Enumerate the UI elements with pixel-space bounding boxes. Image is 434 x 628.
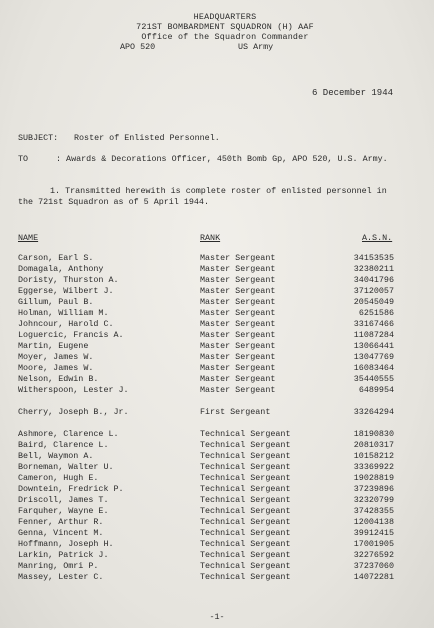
table-row bbox=[0, 484, 434, 495]
row-rank: Technical Sergeant bbox=[200, 528, 291, 538]
to-text: : Awards & Decorations Officer, 450th Bomb Gp, APO 520, U.S. Army. bbox=[56, 154, 388, 164]
row-rank: First Sergeant bbox=[200, 407, 271, 417]
row-rank: Technical Sergeant bbox=[200, 429, 291, 439]
row-rank: Master Sergeant bbox=[200, 286, 276, 296]
row-name: Loguercic, Francis A. bbox=[18, 330, 124, 340]
row-asn: 35440555 bbox=[353, 374, 394, 384]
row-asn: 6251586 bbox=[358, 308, 394, 318]
subject-line bbox=[18, 133, 220, 144]
table-row bbox=[0, 319, 434, 330]
row-rank: Technical Sergeant bbox=[200, 440, 291, 450]
table-row bbox=[0, 352, 434, 363]
row-asn: 33264294 bbox=[353, 407, 394, 417]
row-rank: Technical Sergeant bbox=[200, 473, 291, 483]
page-number: -1- bbox=[209, 612, 225, 622]
header-office: Office of the Squadron Commander bbox=[141, 32, 309, 42]
row-rank: Technical Sergeant bbox=[200, 506, 291, 516]
row-rank: Master Sergeant bbox=[200, 341, 276, 351]
row-rank: Technical Sergeant bbox=[200, 572, 291, 582]
row-name: Moore, James W. bbox=[18, 363, 94, 373]
row-rank: Master Sergeant bbox=[200, 319, 276, 329]
table-row bbox=[0, 473, 434, 484]
header-apo: APO 520 bbox=[120, 42, 156, 52]
group-spacer bbox=[0, 396, 434, 407]
table-row bbox=[0, 561, 434, 572]
row-name: Hoffmann, Joseph H. bbox=[18, 539, 114, 549]
group-spacer bbox=[0, 418, 434, 429]
row-asn: 32380211 bbox=[353, 264, 394, 274]
document-date: 6 December 1944 bbox=[312, 88, 394, 98]
row-name: Holman, William M. bbox=[18, 308, 109, 318]
row-rank: Technical Sergeant bbox=[200, 550, 291, 560]
table-row bbox=[0, 308, 434, 319]
row-name: Downtein, Fredrick P. bbox=[18, 484, 124, 494]
header-squadron: 721ST BOMBARDMENT SQUADRON (H) AAF bbox=[136, 22, 314, 32]
row-rank: Master Sergeant bbox=[200, 363, 276, 373]
roster-table bbox=[0, 253, 434, 583]
row-name: Ashmore, Clarence L. bbox=[18, 429, 119, 439]
row-name: Cameron, Hugh E. bbox=[18, 473, 99, 483]
row-asn: 32320799 bbox=[353, 495, 394, 505]
table-row bbox=[0, 330, 434, 341]
row-name: Bell, Waymon A. bbox=[18, 451, 94, 461]
row-rank: Technical Sergeant bbox=[200, 495, 291, 505]
table-row bbox=[0, 374, 434, 385]
table-row bbox=[0, 297, 434, 308]
row-rank: Master Sergeant bbox=[200, 385, 276, 395]
row-rank: Technical Sergeant bbox=[200, 539, 291, 549]
header-headquarters: HEADQUARTERS bbox=[193, 12, 257, 22]
table-row bbox=[0, 495, 434, 506]
table-row bbox=[0, 385, 434, 396]
row-name: Domagala, Anthony bbox=[18, 264, 104, 274]
row-asn: 10158212 bbox=[353, 451, 394, 461]
row-rank: Master Sergeant bbox=[200, 264, 276, 274]
subject-label: SUBJECT: bbox=[18, 133, 59, 143]
column-header-name: NAME bbox=[18, 233, 39, 243]
column-header-rank: RANK bbox=[200, 233, 221, 243]
row-asn: 20810317 bbox=[353, 440, 394, 450]
row-asn: 34153535 bbox=[353, 253, 394, 263]
row-rank: Technical Sergeant bbox=[200, 451, 291, 461]
subject-text: Roster of Enlisted Personnel. bbox=[74, 133, 220, 143]
row-asn: 37239896 bbox=[353, 484, 394, 494]
row-asn: 33369922 bbox=[353, 462, 394, 472]
row-name: Cherry, Joseph B., Jr. bbox=[18, 407, 129, 417]
row-asn: 39912415 bbox=[353, 528, 394, 538]
table-row bbox=[0, 528, 434, 539]
to-label: TO bbox=[18, 154, 29, 164]
table-row bbox=[0, 451, 434, 462]
paragraph-line-2: the 721st Squadron as of 5 April 1944. bbox=[18, 197, 209, 207]
paragraph-line-1: 1. Transmitted herewith is complete roster of enlisted personnel in bbox=[50, 186, 387, 196]
row-name: Massey, Lester C. bbox=[18, 572, 104, 582]
table-row bbox=[0, 506, 434, 517]
table-row bbox=[0, 539, 434, 550]
row-asn: 13047769 bbox=[353, 352, 394, 362]
row-rank: Master Sergeant bbox=[200, 308, 276, 318]
row-name: Farquher, Wayne E. bbox=[18, 506, 109, 516]
table-row bbox=[0, 440, 434, 451]
row-asn: 17001905 bbox=[353, 539, 394, 549]
to-line bbox=[18, 154, 388, 165]
row-name: Witherspoon, Lester J. bbox=[18, 385, 129, 395]
table-row bbox=[0, 572, 434, 583]
row-asn: 16083464 bbox=[353, 363, 394, 373]
table-row bbox=[0, 517, 434, 528]
table-row bbox=[0, 286, 434, 297]
row-asn: 20545049 bbox=[353, 297, 394, 307]
row-name: Nelson, Edwin B. bbox=[18, 374, 99, 384]
row-name: Fenner, Arthur R. bbox=[18, 517, 104, 527]
row-rank: Master Sergeant bbox=[200, 352, 276, 362]
row-rank: Technical Sergeant bbox=[200, 517, 291, 527]
row-name: Manring, Omri P. bbox=[18, 561, 99, 571]
row-asn: 6489954 bbox=[358, 385, 394, 395]
table-row bbox=[0, 550, 434, 561]
table-row bbox=[0, 363, 434, 374]
table-row bbox=[0, 429, 434, 440]
row-asn: 34041796 bbox=[353, 275, 394, 285]
row-rank: Master Sergeant bbox=[200, 374, 276, 384]
row-name: Genna, Vincent M. bbox=[18, 528, 104, 538]
row-asn: 37120057 bbox=[353, 286, 394, 296]
row-rank: Technical Sergeant bbox=[200, 561, 291, 571]
table-row bbox=[0, 264, 434, 275]
row-rank: Master Sergeant bbox=[200, 253, 276, 263]
table-row bbox=[0, 341, 434, 352]
row-asn: 37428355 bbox=[353, 506, 394, 516]
row-rank: Master Sergeant bbox=[200, 297, 276, 307]
row-name: Eggerse, Wilbert J. bbox=[18, 286, 114, 296]
row-asn: 11087284 bbox=[353, 330, 394, 340]
row-name: Driscoll, James T. bbox=[18, 495, 109, 505]
row-rank: Master Sergeant bbox=[200, 275, 276, 285]
row-asn: 37237060 bbox=[353, 561, 394, 571]
header-army: US Army bbox=[238, 42, 274, 52]
row-asn: 14072281 bbox=[353, 572, 394, 582]
table-row bbox=[0, 407, 434, 418]
row-name: Baird, Clarence L. bbox=[18, 440, 109, 450]
row-asn: 12004138 bbox=[353, 517, 394, 527]
table-row bbox=[0, 462, 434, 473]
row-name: Gillum, Paul B. bbox=[18, 297, 94, 307]
table-row bbox=[0, 275, 434, 286]
row-asn: 13066441 bbox=[353, 341, 394, 351]
row-name: Moyer, James W. bbox=[18, 352, 94, 362]
row-name: Johncour, Harold C. bbox=[18, 319, 114, 329]
row-asn: 32276592 bbox=[353, 550, 394, 560]
row-asn: 18190830 bbox=[353, 429, 394, 439]
row-rank: Technical Sergeant bbox=[200, 462, 291, 472]
table-row bbox=[0, 253, 434, 264]
row-rank: Technical Sergeant bbox=[200, 484, 291, 494]
row-rank: Master Sergeant bbox=[200, 330, 276, 340]
row-name: Carson, Earl S. bbox=[18, 253, 94, 263]
row-name: Martin, Eugene bbox=[18, 341, 89, 351]
row-name: Doristy, Thurston A. bbox=[18, 275, 119, 285]
row-name: Larkin, Patrick J. bbox=[18, 550, 109, 560]
column-header-asn: A.S.N. bbox=[362, 233, 393, 243]
row-name: Borneman, Walter U. bbox=[18, 462, 114, 472]
row-asn: 19028819 bbox=[353, 473, 394, 483]
row-asn: 33167466 bbox=[353, 319, 394, 329]
